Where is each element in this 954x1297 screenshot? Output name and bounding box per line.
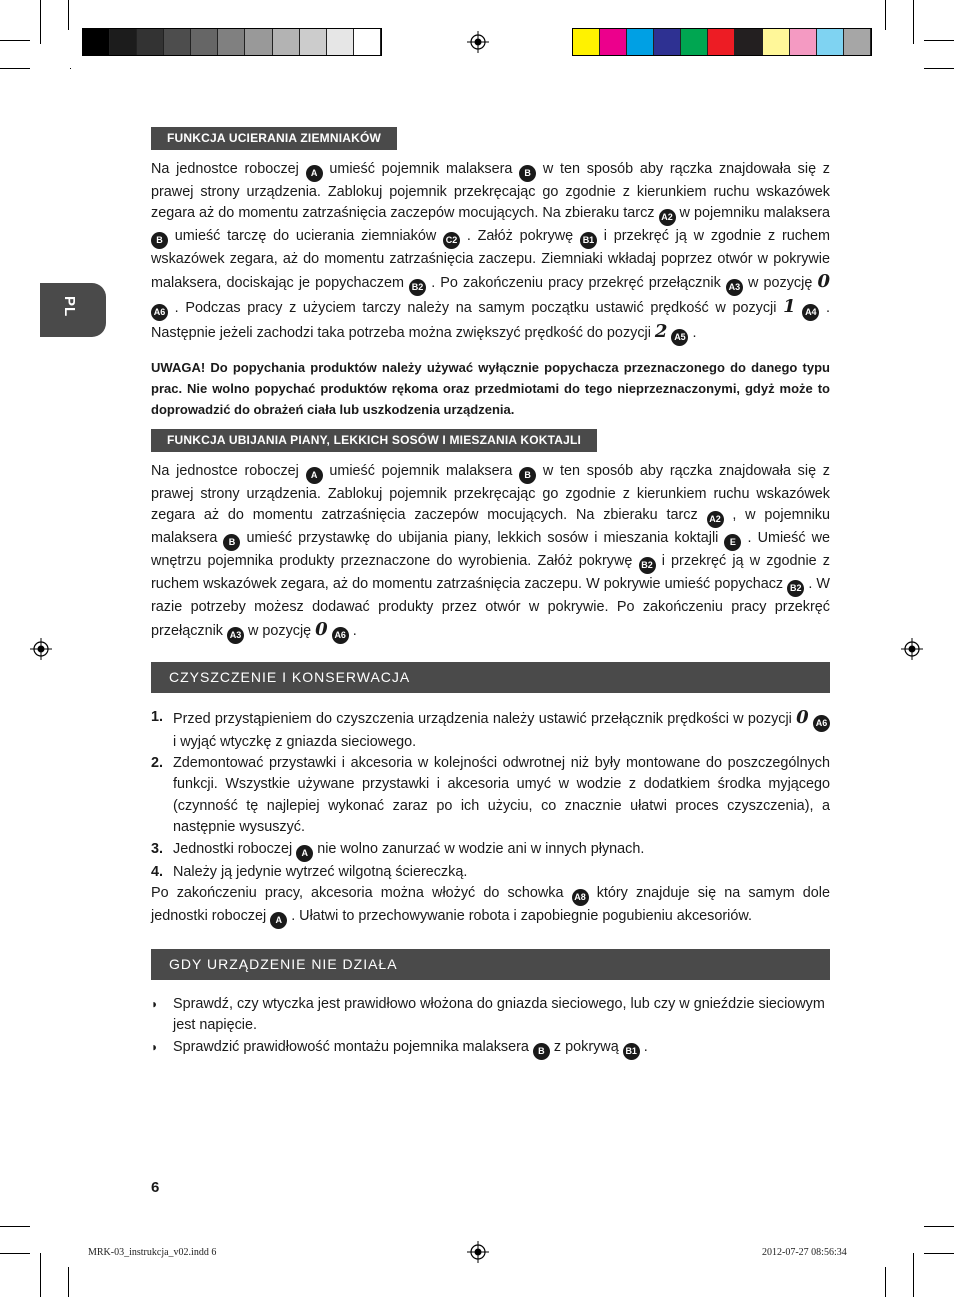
color-swatch [708, 29, 735, 55]
part-badge: A [270, 912, 287, 929]
cleaning-after: Po zakończeniu pracy, akcesoria można włożyć do schowka A8 który znajduje się na samym dole jednostki roboczej A . Ułatwi to przechowywanie robota i zapobiegnie pogubieniu akcesoriów. [151, 883, 830, 929]
list-item: 1. Przed przystąpieniem do czyszczenia urządzenia należy ustawić przełącznik prędkości w pozycji 0 A6 i wyjąć wtyczkę z gniazda sieciowego. [151, 707, 830, 753]
footer-file-info: MRK-03_instrukcja_v02.indd 6 [88, 1247, 217, 1258]
color-swatch [245, 29, 272, 55]
part-badge: B2 [409, 279, 426, 296]
color-swatch [137, 29, 164, 55]
list-item: ◗ Sprawdź, czy wtyczka jest prawidłowo włożona do gniazda sieciowego, lub czy w gnieździe sieciowym jest napięcie. [151, 996, 825, 1034]
list-number: 3. [151, 840, 164, 857]
part-badge: B1 [623, 1043, 640, 1060]
bullet-icon: ◗ [151, 1039, 159, 1054]
list-number: 1. [151, 708, 164, 725]
color-swatch [83, 29, 110, 55]
list-number: 2. [151, 755, 164, 772]
language-tab-label: PL [61, 296, 78, 318]
color-swatch [300, 29, 327, 55]
color-swatch [844, 29, 871, 55]
part-badge: E [724, 534, 741, 551]
part-badge: A3 [227, 627, 244, 644]
list-number: 4. [151, 863, 164, 880]
part-badge: A6 [813, 715, 830, 732]
part-badge: A [306, 467, 323, 484]
color-swatch [654, 29, 681, 55]
color-swatch [273, 29, 300, 55]
part-badge: B2 [639, 557, 656, 574]
part-badge: B [223, 534, 240, 551]
color-swatch [735, 29, 762, 55]
list-item: 4. Należy ją jedynie wytrzeć wilgotną ściereczką. [151, 862, 830, 883]
part-badge: A [296, 845, 313, 862]
part-badge: A [306, 165, 323, 182]
color-swatch [110, 29, 137, 55]
color-swatch [681, 29, 708, 55]
part-badge: A4 [802, 304, 819, 321]
speed-position-glyph: 0 [796, 706, 809, 728]
part-badge: C2 [443, 232, 460, 249]
speed-position-glyph: 0 [315, 618, 328, 640]
footer-timestamp: 2012-07-27 08:56:34 [762, 1247, 847, 1258]
part-badge: B [519, 165, 536, 182]
potato-warning: UWAGA! Do popychania produktów należy używać wyłącznie popychacza przeznaczonego do danego typu prac. Nie wolno popychać produktów rękoma oraz przedmiotami do tego nieprzeznaczonymi, gdyż może to doprowadzić do obrażeń ciała lub uszkodzenia urządzenia. [151, 359, 830, 417]
color-swatch [763, 29, 790, 55]
part-badge: A2 [707, 511, 724, 528]
registration-mark-icon [467, 31, 489, 53]
color-swatch [817, 29, 844, 55]
page-number: 6 [151, 1179, 160, 1196]
color-swatch [327, 29, 354, 55]
troubleshooting-list [151, 994, 830, 1060]
registration-mark-icon [30, 638, 52, 660]
color-swatch [600, 29, 627, 55]
part-badge: A3 [726, 279, 743, 296]
part-badge: B1 [580, 232, 597, 249]
speed-position-glyph: 1 [783, 295, 796, 317]
part-badge: A5 [671, 329, 688, 346]
part-badge: A6 [151, 304, 168, 321]
color-swatch [573, 29, 600, 55]
cleaning-steps [151, 707, 830, 883]
color-swatch [627, 29, 654, 55]
part-badge: A8 [572, 889, 589, 906]
color-swatch [164, 29, 191, 55]
part-badge: B [519, 467, 536, 484]
registration-mark-icon [467, 1241, 489, 1263]
section-header-whisk: FUNKCJA UBIJANIA PIANY, LEKKICH SOSÓW I MIESZANIA KOKTAJLI [151, 429, 597, 452]
section-header-cleaning: CZYSZCZENIE I KONSERWACJA [151, 662, 830, 693]
list-item: 2. Zdemontować przystawki i akcesoria w kolejności odwrotnej niż były montowane do poszczególnych funkcji. Wszystkie używane przystawki i akcesoria umyć w wodzie z dodatkiem środka myjącego (czynność tę najlepiej wykonać zaraz po ich użyciu, co znacznie ułatwi proces czyszczenia), a następnie wysuszyć. [151, 755, 830, 836]
part-badge: A2 [659, 209, 676, 226]
part-badge: B [533, 1043, 550, 1060]
bullet-icon: ◗ [151, 997, 159, 1012]
part-badge: B [151, 232, 168, 249]
list-item: ◗ Sprawdzić prawidłowość montażu pojemnika malaksera B z pokrywą B1 . [151, 1037, 830, 1060]
speed-position-glyph: 2 [654, 320, 668, 342]
page-content [151, 127, 830, 1060]
registration-mark-icon [901, 638, 923, 660]
speed-position-glyph: 0 [817, 270, 830, 292]
cmyk-color-bar [572, 28, 872, 56]
part-badge: A6 [332, 627, 349, 644]
section-header-potato: FUNKCJA UCIERANIA ZIEMNIAKÓW [151, 127, 397, 150]
gray-color-bar [82, 28, 382, 56]
part-badge: B2 [787, 580, 804, 597]
color-swatch [790, 29, 817, 55]
whisk-paragraph: Na jednostce roboczej A umieść pojemnik malaksera B w ten sposób aby rączka znajdowała się z prawej strony urządzenia. Zablokuj pojemnik przekręcając go zgodnie z kierunkiem ruchu wskazówek zegara aż do momentu zatrzaśnięcia zaczepów mocujących. Na zbieraku tarcz A2 , w pojemniku malaksera B umieść przystawkę do ubijania piany, lekkich sosów i mieszania koktajli E . Umieść we wnętrzu pojemnika produkty przeznaczone do wyrobienia. Załóż pokrywę B2 i przekręć ją w zgodnie z ruchem wskazówek zegara, aż do momentu zatrzaśnięcia zaczepu. W pokrywie umieść popychacz B2 . W razie potrzeby możesz dodawać produkty przez otwór w pokrywie. Po zakończeniu pracy przekręć przełącznik A3 w pozycję 0 A6 . [151, 461, 830, 644]
color-swatch [354, 29, 381, 55]
color-swatch [191, 29, 218, 55]
list-item: 3. Jednostki roboczej A nie wolno zanurzać w wodzie ani w innych płynach. [151, 839, 830, 862]
section-header-troubleshooting: GDY URZĄDZENIE NIE DZIAŁA [151, 949, 830, 980]
color-swatch [218, 29, 245, 55]
potato-paragraph: Na jednostce roboczej A umieść pojemnik malaksera B w ten sposób aby rączka znajdowała się z prawej strony urządzenia. Zablokuj pojemnik przekręcając go zgodnie z kierunkiem ruchu wskazówek zegara aż do momentu zatrzaśnięcia zaczepów mocujących. Na zbieraku tarcz A2 w pojemniku malaksera B umieść tarczę do ucierania ziemniaków C2 . Załóż pokrywę B1 i przekręć ją w zgodnie z ruchem wskazówek zegara, aż do momentu zatrzaśnięcia zaczepu. Ziemniaki wkładaj poprzez otwór w pokrywie malaksera, dociskając je popychaczem B2 . Po zakończeniu pracy przekręć przełącznik A3 w pozycję 0 A6 . Podczas pracy z użyciem tarczy należy na samym początku ustawić prędkość w pozycji 1 A4 . Następnie jeżeli zachodzi taka potrzeba można zwiększyć prędkość do pozycji 2 A5 . [151, 159, 830, 346]
